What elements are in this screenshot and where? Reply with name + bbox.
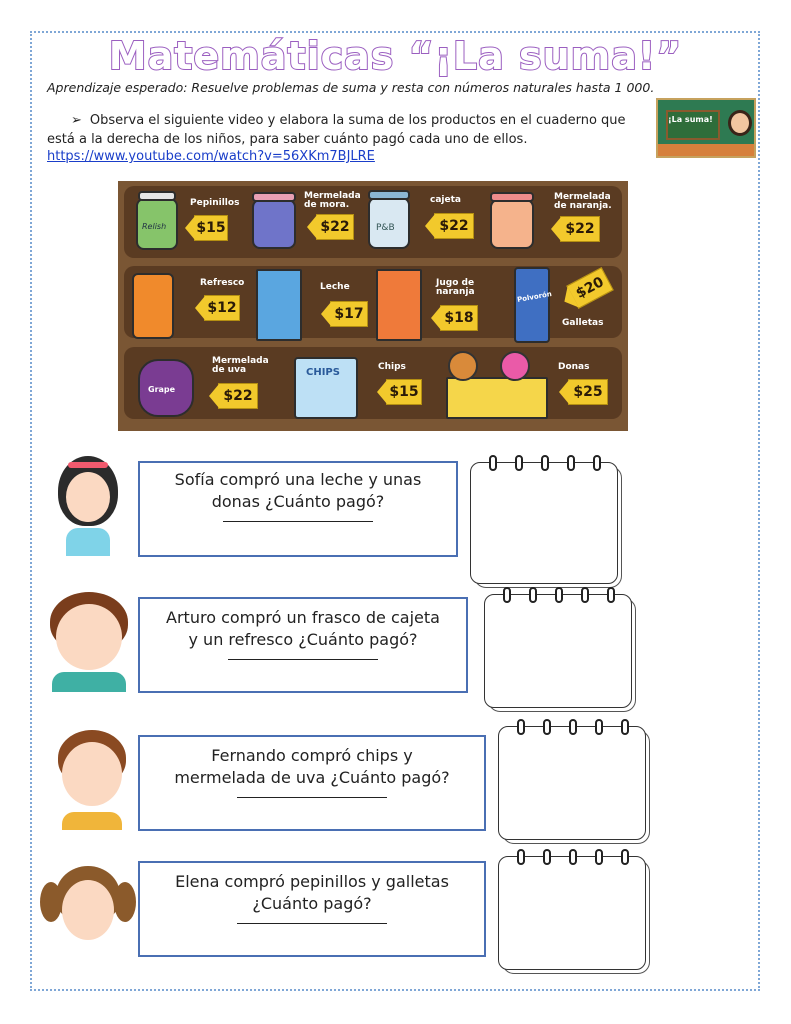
- notebook-elena[interactable]: [498, 856, 646, 970]
- question-text-line1: Arturo compró un frasco de cajeta: [166, 608, 440, 627]
- cajeta-jar-icon: [368, 197, 410, 249]
- blackberry-jam-lid: [252, 192, 296, 202]
- question-box-elena: [138, 861, 486, 957]
- cajeta-jar-label: P&B: [376, 223, 395, 233]
- donuts-basket-icon: [446, 377, 548, 419]
- product-price-board: [118, 181, 628, 431]
- arrow-bullet-icon: ➢: [71, 113, 82, 128]
- question-text-line1: Sofía compró una leche y unas: [174, 470, 422, 489]
- girl-avatar-sofia: [54, 456, 122, 556]
- price-tag-pepinillos: $15: [194, 215, 228, 241]
- question-box-sofia: [138, 461, 458, 557]
- desk-shape: [658, 144, 754, 156]
- price-tag-mermelada-uva: $22: [218, 383, 258, 409]
- product-name-mermelada-uva: Mermelada de uva: [212, 356, 269, 375]
- notebook-arturo[interactable]: [484, 594, 632, 708]
- blackberry-jam-jar-icon: [252, 199, 296, 249]
- product-name-leche: Leche: [320, 282, 350, 292]
- price-tag-donas: $25: [568, 379, 608, 405]
- product-name-galletas: Galletas: [562, 318, 604, 328]
- learning-goal: Aprendizaje esperado: Resuelve problemas de suma y resta con números naturales hasta 1 000.: [47, 80, 655, 95]
- answer-line[interactable]: [223, 521, 373, 522]
- milk-carton-icon: [256, 269, 302, 341]
- page-title: Matemáticas “¡La suma!”: [108, 34, 683, 78]
- teacher-avatar: [728, 110, 752, 136]
- grape-jam-label: Grape: [148, 385, 176, 394]
- notebook-fernando[interactable]: [498, 726, 646, 840]
- product-name-cajeta: cajeta: [430, 195, 461, 205]
- product-name-pepinillos: Pepinillos: [190, 198, 240, 208]
- price-tag-mermelada-mora: $22: [316, 214, 354, 240]
- product-name-mermelada-naranja: Mermelada de naranja.: [554, 192, 612, 211]
- price-tag-leche: $17: [330, 301, 368, 327]
- product-name-refresco: Refresco: [200, 278, 245, 288]
- cookies-label: Polvorón: [516, 290, 553, 304]
- girl-avatar-elena: [40, 866, 136, 956]
- answer-line[interactable]: [237, 923, 387, 924]
- product-name-chips: Chips: [378, 362, 406, 372]
- price-tag-cajeta: $22: [434, 213, 474, 239]
- answer-line[interactable]: [237, 797, 387, 798]
- price-tag-refresco: $12: [204, 295, 240, 321]
- orange-jam-jar-icon: [490, 199, 534, 249]
- grape-jam-jar-icon: [138, 359, 194, 417]
- price-tag-chips: $15: [386, 379, 422, 405]
- orange-juice-carton-icon: [376, 269, 422, 341]
- cajeta-lid: [368, 190, 410, 200]
- price-tag-galletas: $20: [566, 267, 614, 309]
- question-text-line2: mermelada de uva ¿Cuánto pagó?: [174, 768, 450, 787]
- pickles-jar-icon: [136, 198, 178, 250]
- question-box-arturo: [138, 597, 468, 693]
- price-tag-jugo-naranja: $18: [440, 305, 478, 331]
- chips-bag-label: CHIPS: [306, 367, 340, 378]
- chips-bag-icon: [294, 357, 358, 419]
- video-thumbnail[interactable]: [656, 98, 756, 158]
- question-text-line1: Fernando compró chips y: [211, 746, 413, 765]
- donut-pink-icon: [500, 351, 530, 381]
- answer-line[interactable]: [228, 659, 378, 660]
- question-text-line2: donas ¿Cuánto pagó?: [211, 492, 385, 511]
- donut-brown-icon: [448, 351, 478, 381]
- boy-avatar-arturo: [44, 592, 134, 692]
- orange-jam-lid: [490, 192, 534, 202]
- question-text-line2: y un refresco ¿Cuánto pagó?: [188, 630, 418, 649]
- question-text-line1: Elena compró pepinillos y galletas: [175, 872, 449, 891]
- product-name-mermelada-mora: Mermelada de mora.: [304, 191, 361, 210]
- pickles-lid: [138, 191, 176, 201]
- pickles-jar-label: Relish: [142, 222, 167, 231]
- instruction-text: Observa el siguiente video y elabora la suma de los productos en el cuaderno que está a la derecha de los niños, para saber cuánto pagó cada uno de ellos.: [47, 113, 626, 147]
- instruction: [47, 111, 647, 149]
- thumbnail-label: ¡La suma!: [668, 115, 713, 124]
- product-name-donas: Donas: [558, 362, 590, 372]
- video-link[interactable]: https://www.youtube.com/watch?v=56XKm7BJLRE: [47, 149, 375, 164]
- question-text-line2: ¿Cuánto pagó?: [252, 894, 372, 913]
- boy-avatar-fernando: [56, 730, 128, 830]
- question-box-fernando: [138, 735, 486, 831]
- notebook-sofia[interactable]: [470, 462, 618, 584]
- cookies-tube-icon: [514, 267, 553, 343]
- product-name-jugo-naranja: Jugo de naranja: [436, 278, 475, 297]
- soda-can-icon: [132, 273, 174, 339]
- price-tag-mermelada-naranja: $22: [560, 216, 600, 242]
